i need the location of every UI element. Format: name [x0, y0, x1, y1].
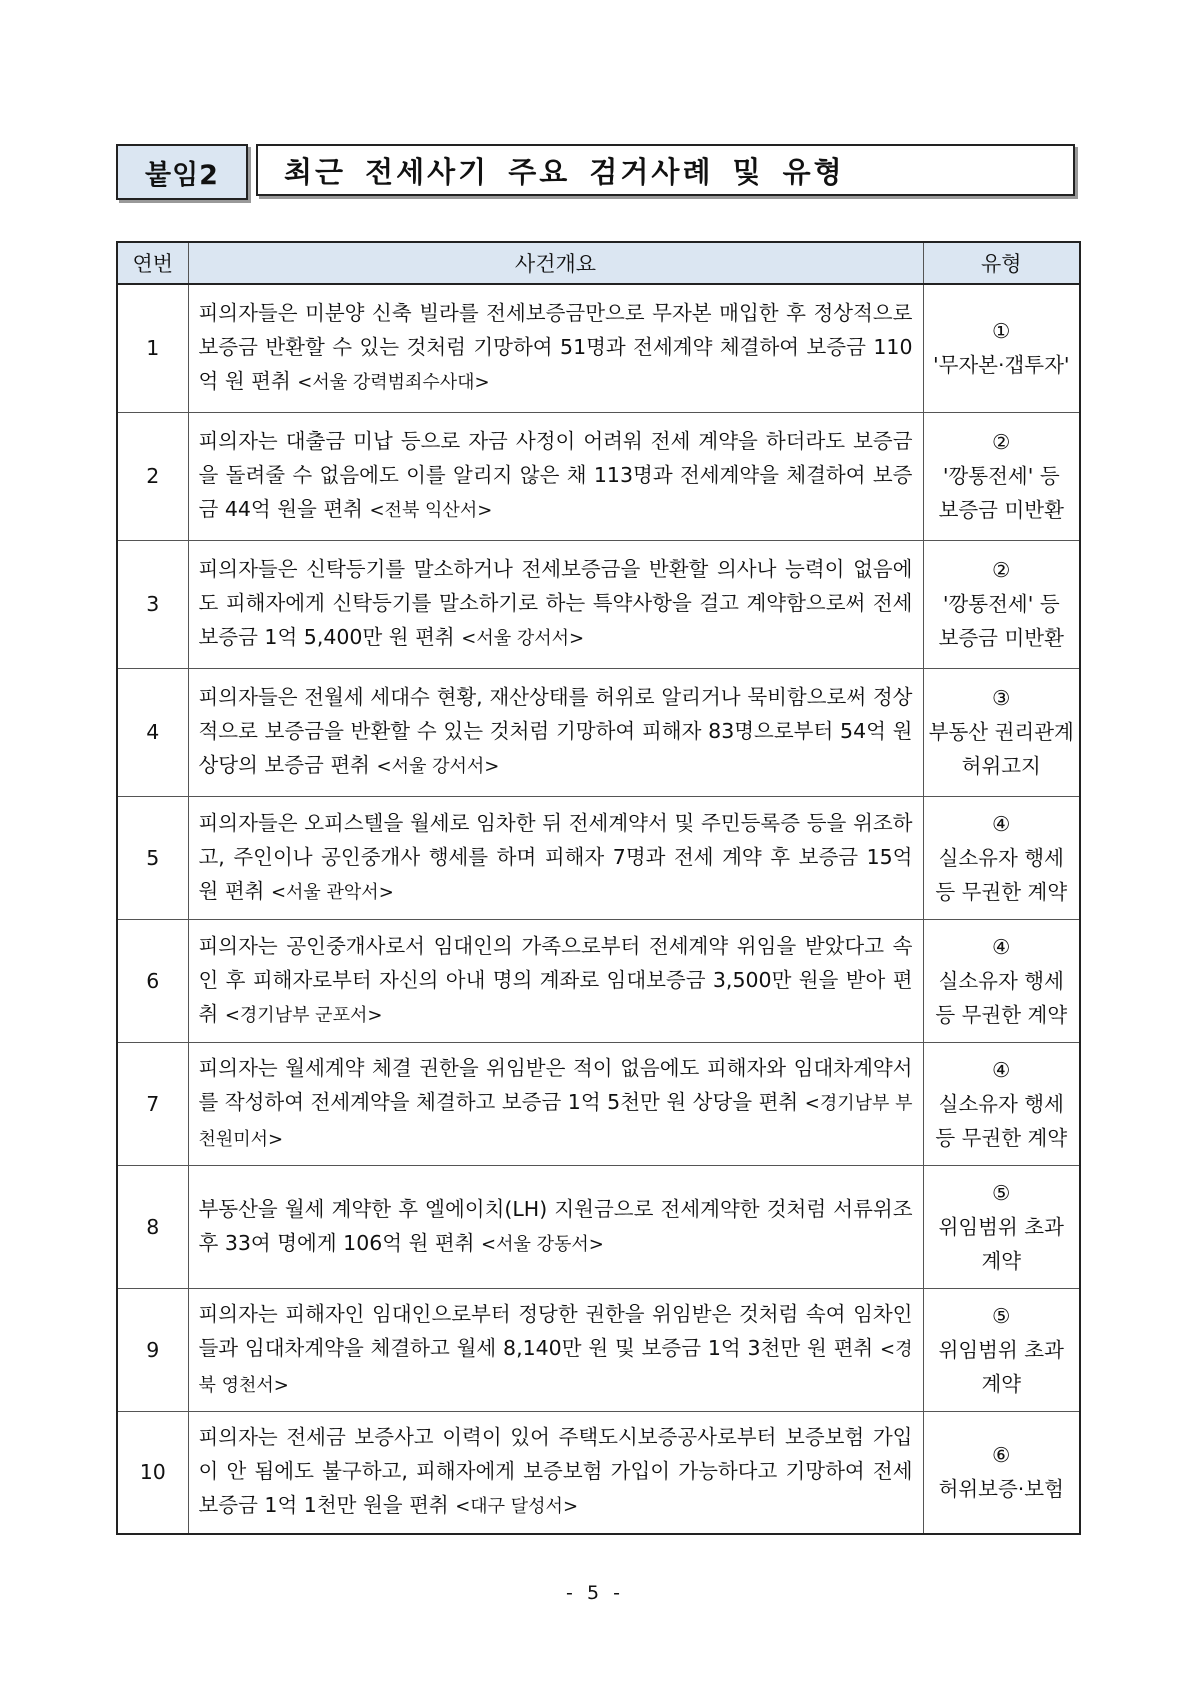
summary-text: 피의자들은 오피스텔을 월세로 임차한 뒤 전세계약서 및 주민등록증 등을 위조하고, 주인이나 공인중개사 행세를 하며 피해자 7명과 전세 계약 후 보증금 15억 원 편취	[198, 810, 913, 903]
summary-location: <경북 영천서>	[198, 1338, 913, 1396]
type-mark: ④	[992, 1057, 1011, 1082]
row-type	[923, 796, 1080, 919]
summary-location: <대구 달성서>	[455, 1496, 579, 1518]
summary-location: <경기남부 부천원미서>	[198, 1092, 913, 1150]
row-type	[923, 1042, 1080, 1165]
type-mark: ④	[992, 811, 1011, 836]
type-label: '깡통전세' 등	[942, 464, 1060, 488]
type-label: '깡통전세' 등	[942, 592, 1060, 616]
row-number: 7	[117, 1042, 188, 1165]
summary-location: <서울 강동서>	[481, 1233, 604, 1255]
summary-text: 피의자는 월세계약 체결 권한을 위임받은 적이 없음에도 피해자와 임대차계약서를 작성하여 전세계약을 체결하고 보증금 1억 5천만 원 상당을 편취	[198, 1055, 913, 1114]
row-summary	[188, 919, 923, 1042]
type-label: 보증금 미반환	[938, 498, 1064, 522]
type-mark: ③	[992, 686, 1011, 710]
summary-text: 부동산을 월세 계약한 후 엘에이치(LH) 지원금으로 전세계약한 것처럼 서류위조 후 33여 명에게 106억 원 편취	[198, 1196, 913, 1255]
cases-table	[116, 241, 1081, 1535]
summary-text: 피의자는 피해자인 임대인으로부터 정당한 권한을 위임받은 것처럼 속여 임차인들과 임대차계약을 체결하고 월세 8,140만 원 및 보증금 1억 3천만 원 편취	[198, 1301, 913, 1360]
table-row	[117, 668, 1080, 796]
table-row	[117, 284, 1080, 412]
summary-location: <경기남부 군포서>	[224, 1004, 383, 1026]
type-label: 등 무권한 계약	[935, 1002, 1068, 1027]
type-label: 실소유자 행세	[938, 1091, 1064, 1116]
summary-location: <전북 익산서>	[369, 500, 493, 521]
row-summary	[188, 668, 923, 796]
type-mark: ②	[992, 558, 1011, 582]
summary-text: 피의자는 전세금 보증사고 이력이 있어 주택도시보증공사로부터 보증보험 가입이 안 됨에도 불구하고, 피해자에게 보증보험 가입이 가능하다고 기망하여 전세보증금 1억 1천만 원을 편취	[198, 1425, 913, 1518]
summary-location: <서울 강서서>	[376, 756, 500, 777]
row-type	[923, 1288, 1080, 1411]
type-label: 보증금 미반환	[938, 626, 1064, 650]
row-type	[923, 540, 1080, 668]
table-row	[117, 412, 1080, 540]
type-label: 부동산 권리관계	[928, 720, 1074, 744]
row-number: 9	[117, 1288, 188, 1411]
row-summary	[188, 1411, 923, 1534]
summary-text: 피의자들은 미분양 신축 빌라를 전세보증금만으로 무자본 매입한 후 정상적으로 보증금 반환할 수 있는 것처럼 기망하여 51명과 전세계약 체결하여 보증금 110억 원 편취	[198, 301, 913, 394]
attachment-tag: 붙임2	[116, 144, 248, 200]
header-summary: 사건개요	[188, 242, 923, 284]
row-summary	[188, 412, 923, 540]
row-summary	[188, 1288, 923, 1411]
summary-location: <서울 관악서>	[270, 881, 394, 903]
row-number: 6	[117, 919, 188, 1042]
row-type	[923, 284, 1080, 412]
page-number: - 5 -	[566, 1582, 624, 1604]
type-mark: ⑤	[992, 1303, 1011, 1328]
table-row	[117, 1165, 1080, 1288]
table-row	[117, 1042, 1080, 1165]
type-mark: ④	[992, 934, 1011, 959]
type-label: 실소유자 행세	[938, 845, 1064, 870]
summary-text: 피의자는 공인중개사로서 임대인의 가족으로부터 전세계약 위임을 받았다고 속인 후 피해자로부터 자신의 아내 명의 계좌로 임대보증금 3,500만 원을 받아 편취	[198, 933, 913, 1026]
type-label: 계약	[981, 1248, 1022, 1273]
type-mark: ②	[992, 430, 1011, 454]
summary-text: 피의자들은 신탁등기를 말소하거나 전세보증금을 반환할 의사나 능력이 없음에도 피해자에게 신탁등기를 말소하기로 하는 특약사항을 걸고 계약함으로써 전세보증금 1억 5,400만 원 편취	[198, 557, 913, 649]
header-type: 유형	[923, 242, 1080, 284]
type-label: 등 무권한 계약	[935, 879, 1068, 904]
table-row	[117, 1288, 1080, 1411]
row-summary	[188, 284, 923, 412]
type-label: 등 무권한 계약	[935, 1125, 1068, 1150]
table-row	[117, 1411, 1080, 1534]
type-mark: ①	[992, 319, 1011, 344]
type-label: 계약	[981, 1371, 1022, 1396]
row-type	[923, 919, 1080, 1042]
row-summary	[188, 1042, 923, 1165]
type-label: 실소유자 행세	[938, 968, 1064, 993]
summary-location: <서울 강서서>	[461, 628, 585, 649]
row-type	[923, 668, 1080, 796]
table-row	[117, 919, 1080, 1042]
row-summary	[188, 1165, 923, 1288]
type-label: 허위고지	[961, 754, 1041, 778]
row-number: 2	[117, 412, 188, 540]
summary-location: <서울 강력범죄수사대>	[297, 372, 490, 394]
header-number: 연번	[117, 242, 188, 284]
title-row	[116, 144, 1079, 202]
row-number: 1	[117, 284, 188, 412]
table-header-row	[117, 242, 1080, 284]
row-type	[923, 412, 1080, 540]
summary-text: 피의자들은 전월세 세대수 현황, 재산상태를 허위로 알리거나 묵비함으로써 정상적으로 보증금을 반환할 수 있는 것처럼 기망하여 피해자 83명으로부터 54억 원 상당의 보증금 편취	[198, 685, 913, 777]
type-label: '무자본·갭투자'	[932, 353, 1070, 378]
page-title: 최근 전세사기 주요 검거사례 및 유형	[256, 144, 1075, 196]
table-row	[117, 540, 1080, 668]
summary-text: 피의자는 대출금 미납 등으로 자금 사정이 어려워 전세 계약을 하더라도 보증금을 돌려줄 수 없음에도 이를 알리지 않은 채 113명과 전세계약을 체결하여 보증금 44억 원을 편취	[198, 429, 913, 521]
row-number: 10	[117, 1411, 188, 1534]
row-number: 5	[117, 796, 188, 919]
row-number: 4	[117, 668, 188, 796]
type-label: 위임범위 초과	[938, 1337, 1064, 1362]
type-mark: ⑤	[992, 1180, 1011, 1205]
type-label: 위임범위 초과	[938, 1214, 1064, 1239]
row-number: 8	[117, 1165, 188, 1288]
row-number: 3	[117, 540, 188, 668]
row-summary	[188, 540, 923, 668]
row-type	[923, 1165, 1080, 1288]
row-type	[923, 1411, 1080, 1534]
table-row	[117, 796, 1080, 919]
row-summary	[188, 796, 923, 919]
type-label: 허위보증·보험	[938, 1477, 1064, 1502]
type-mark: ⑥	[992, 1443, 1011, 1468]
